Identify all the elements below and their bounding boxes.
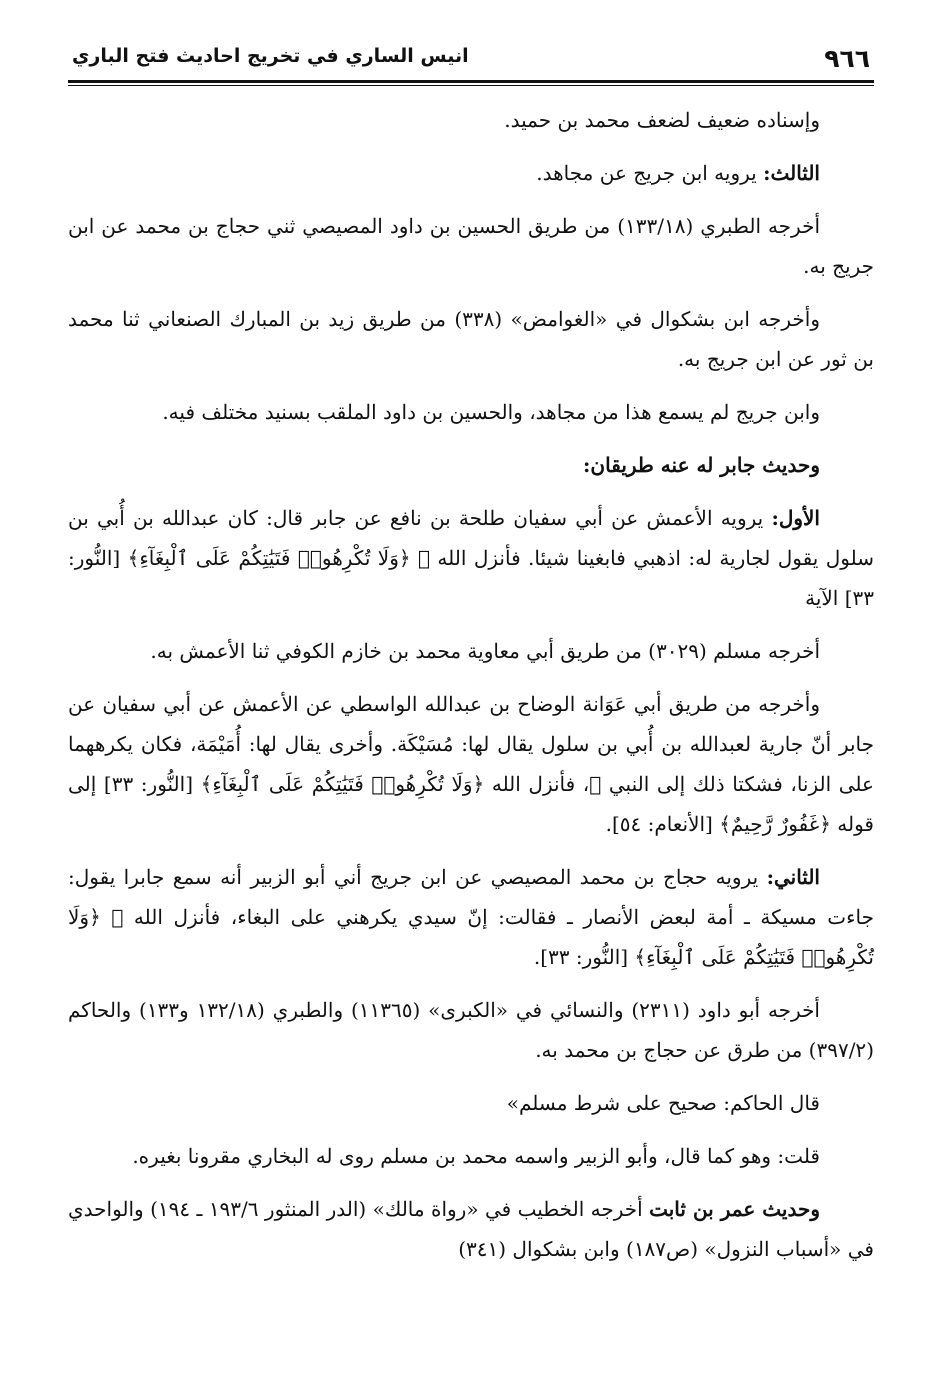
paragraph <box>68 100 874 140</box>
paragraph-lead: الثاني: <box>766 865 820 889</box>
paragraph <box>68 990 874 1070</box>
paragraph-text: يرويه ابن جريج عن مجاهد. <box>536 161 764 185</box>
paragraph-lead: الأول: <box>771 506 820 530</box>
paragraph-text: وأخرجه من طريق أبي عَوَانة الوضاح بن عبدالله الواسطي عن الأعمش عن أبي سفيان عن جابر أنّ جارية لعبدالله بن أُبي بن سلول يقال لها: مُسَيْكَة. وأخرى يقال لها: أُمَيْمَة، فكان يكرههما على الزنا، فشكتا ذلك إلى النبي ﷺ، فأنزل الله ﴿وَلَا تُكْرِهُوا۟ فَتَيَٰتِكُمْ عَلَى ٱلْبِغَآءِ﴾ [النُّور: ٣٣] إلى قوله ﴿غَفُورٌ رَّحِيمٌ﴾ [الأنعام: ٥٤]. <box>68 692 874 836</box>
paragraph-text: يرويه الأعمش عن أبي سفيان طلحة بن نافع عن جابر قال: كان عبدالله بن أُبي بن سلول يقول لجارية له: اذهبي فابغينا شيئا. فأنزل الله ﷻ ﴿وَلَا تُكْرِهُوا۟ فَتَيَٰتِكُمْ عَلَى ٱلْبِغَآءِ﴾ [النُّور: ٣٣] الآية <box>68 506 874 610</box>
paragraph-text: وأخرجه ابن بشكوال في «الغوامض» (٣٣٨) من طريق زيد بن المبارك الصنعاني ثنا محمد بن ثور عن ابن جريج به. <box>68 307 874 371</box>
paragraph-text: يرويه حجاج بن محمد المصيصي عن ابن جريج أني أبو الزبير أنه سمع جابرا يقول: جاءت مسيكة ـ أمة لبعض الأنصار ـ فقالت: إنّ سيدي يكرهني على البغاء، فأنزل الله ﷻ ﴿وَلَا تُكْرِهُوا۟ فَتَيَٰتِكُمْ عَلَى ٱلْبِغَآءِ﴾ [النُّور: ٣٣]. <box>68 865 874 969</box>
paragraph <box>68 631 874 671</box>
paragraph <box>68 1189 874 1269</box>
paragraph <box>68 1083 874 1123</box>
paragraph-text: قال الحاكم: صحيح على شرط مسلم» <box>506 1091 820 1115</box>
page-header <box>68 36 874 86</box>
paragraph-text: أخرجه أبو داود (٢٣١١) والنسائي في «الكبرى» (١١٣٦٥) والطبري (١٣٢/١٨ و١٣٣) والحاكم (٣٩٧/٢) من طرق عن حجاج بن محمد به. <box>68 998 874 1062</box>
header-rule-thick <box>68 80 874 83</box>
page-number: ٩٦٦ <box>824 44 870 73</box>
body-text <box>68 100 874 1282</box>
running-title: انيس الساري في تخريج احاديث فتح الباري <box>72 45 469 67</box>
paragraph <box>68 1136 874 1176</box>
paragraph-text: وابن جريج لم يسمع هذا من مجاهد، والحسين بن داود الملقب بسنيد مختلف فيه. <box>162 400 820 424</box>
paragraph <box>68 684 874 844</box>
paragraph <box>68 153 874 193</box>
paragraph-lead: الثالث: <box>763 161 820 185</box>
paragraph <box>68 299 874 379</box>
paragraph <box>68 392 874 432</box>
paragraph-text: قلت: وهو كما قال، وأبو الزبير واسمه محمد بن مسلم روى له البخاري مقرونا بغيره. <box>132 1144 820 1168</box>
header-rule-thin <box>68 85 874 86</box>
paragraph <box>68 206 874 286</box>
paragraph <box>68 857 874 977</box>
paragraph-lead: وحديث عمر بن ثابت <box>649 1197 820 1221</box>
paragraph-text: وإسناده ضعيف لضعف محمد بن حميد. <box>504 108 820 132</box>
paragraph-text: أخرجه الطبري (١٣٣/١٨) من طريق الحسين بن داود المصيصي ثني حجاج بن محمد عن ابن جريج به. <box>68 214 874 278</box>
paragraph-text: أخرجه مسلم (٣٠٢٩) من طريق أبي معاوية محمد بن خازم الكوفي ثنا الأعمش به. <box>150 639 820 663</box>
section-heading: وحديث جابر له عنه طريقان: <box>583 453 820 477</box>
paragraph-text: أخرجه الخطيب في «رواة مالك» (الدر المنثور ١٩٣/٦ ـ ١٩٤) والواحدي في «أسباب النزول» (ص١٨٧) وابن بشكوال (٣٤١) <box>68 1197 874 1261</box>
paragraph <box>68 498 874 618</box>
